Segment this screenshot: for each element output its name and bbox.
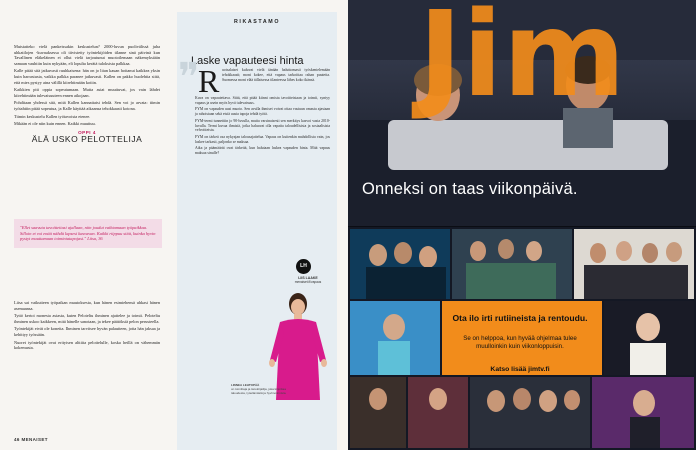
page-folio: 46 MENAISET (14, 437, 48, 442)
intro-paragraph: Tiimin keskustelu Kallen työtavoista etenee. (14, 113, 91, 119)
body-paragraph: Nuoret työntekijät ovat erityisen alttiita pelottelulle, koska heillä on vähemmän kokemusta. (14, 339, 160, 351)
sidebar-paragraph: FYM on vapauden uusi muoto. Sen avulla ihmiset voivat ottaa vastuun omasta ajastaan ja rahoistaan sekä etsiä uusia tapoja tehdä työtä. (195, 107, 330, 117)
logo-caption (288, 276, 328, 284)
body-column (14, 300, 160, 353)
intro-paragraph: Mikään ei ole niin kuin ennen. Kaikki muuttuu. (14, 121, 96, 127)
advert-slogan: Onneksi on taas viikonpäivä. (362, 180, 578, 198)
cta-text: Se on helppoa, kun hyvää ohjelmaa tulee muulloinkin kuin viikonloppuisin. (463, 335, 577, 350)
body-paragraph: Tyttö kertoi monesta asiasta, kuten Peloteltu ihminen ajattelee ja toimii. Peloteltu ihminen uskoo kaikkeen, mitä hänelle sanotaan, ja tekee päätöksiä pelon perusteella. (14, 313, 160, 324)
intro-column (14, 44, 160, 149)
sidebar-paragraph: Kuva on vapautettava. Siitä, että pitää kiinni omista tavoitteistaan ja toimii, syntyy vapaus ja usein myös hyvä tulevaisuus. (195, 96, 330, 105)
body-paragraph: Työntekijät eivät ole koneita. Ihminen tarvitsee hyvän palautteen, jotta hän jaksaa ja kehittyy työssään. (14, 326, 160, 337)
logo-caption-title: LIIS LAAKE (298, 276, 318, 280)
intro-paragraph: Pohditaan yhdessä sitä, mitä Kallen kannattaisi tehdä. Sen voi jo arvata: tiimin työtahtiin pitää sopeutua, ja Kalle käyttää aikaansa tehokkaasti kotona. (14, 100, 160, 111)
body-paragraph: Liisa sai vaikutteen työpaikan muutoksesta, kun hänen esimiehensä uhkasi hänen asemaansa. (14, 300, 160, 311)
intro-paragraph: Muistatteko vielä pankeissakin keskustelun? 2000-luvun puolivälissä juha uhkatilojen -kuvauksessa oli tiivistetty työntekijöiden tilanne sinä päivinä kun Tavallinen eläkeläinen ei ollut vielä tarjoutunut muotoilemaan näkemyksiään samaan vauhtiin kuin nykyään, eli lopulta kerätä tuloksista palkkaa. (14, 44, 160, 66)
pull-quote: "Ellet saavuta tavoitteitasi ajallaan, niin joudut vaihtamaan työpaikkaa. Silloin et voi enää nähdä lapsesi kasvavan. Kaikki riippuu siitä, kuinka hyvin pystyt muuttamaan toimintatapojasi." Liisa, 36 (14, 219, 162, 248)
sidebar-paragraph: FYM-termi tunnettiin jo 90-luvulla, mutta varsinaisesti sen merkitys kasvoi vasta 2010-luvulla. Termi kuvaa ihmisiä, jotka haluavat olla vapaita taloudellisista ja sosiaalisista velvoitteista. (195, 118, 330, 133)
photo-caption (231, 384, 291, 395)
right-page-advert (348, 0, 696, 450)
photo-caption-text: on toimittaja ja tietokirjailija, joka kirjoittaa taloudesta, työelämästä ja hyvinvoinnista. (231, 386, 287, 395)
sidebar-paragraph: uotsalaiset kuluvat vielä tänään haluttomasti työskentelemään tehokkaasti; moni kokee, että vapaus tarkoittaa rahan puutetta. Suomessa moni elää tällaisessa tilanteessa lähes koko ikänsä. (222, 68, 330, 82)
sidebar-body (195, 96, 330, 157)
cta-title: Ota ilo irti rutiineista ja rentoudu. (452, 313, 588, 323)
author-logo-icon: LH (296, 259, 311, 274)
logo-caption-text: menaiset.fi/vapaus (294, 280, 322, 284)
quote-mark-icon: ❞ (178, 55, 200, 100)
lesson-label: OPPI 4 (78, 129, 96, 135)
intro-paragraph: Kalle pitää sitä jatkuvasti ruuhkaisena: hän on jo liian kauan hoitanut kaikkea yksin kuin harrastusta, vaikka palkka paranee jatkuvasti. Kallen on pakko huolehtia siitä, että mies pystyy aina välillä kiirehtimään kotiin. (14, 68, 160, 85)
photo-caption-title: LINNEA LEHTOPÄÄ (231, 383, 260, 387)
drop-cap: R (198, 63, 220, 99)
sidebar-lead (222, 68, 330, 84)
sidebar-paragraph: Aika ja päämäärät ovat tärkeitä, kun halutaan laskea vapauden hinta. Mitä vapaus maksaa sinulle? (195, 146, 330, 156)
intro-paragraph: Kaikkien piti oppia sopeutumaan. Mutta asiat muuttuvat, jos vain lähdet kiirehtimään tulevaisuuteen ennen aikojaan. (14, 87, 160, 98)
sidebar-tag: RIKASTAMO (233, 19, 281, 25)
section-heading: ÄLÄ USKO PELOTTELIJA (31, 134, 143, 145)
brand-logo-wordmark: Jim (418, 0, 626, 123)
cta-website-link[interactable]: Katso lisää jimtv.fi (490, 366, 550, 373)
sidebar-paragraph: FYM on tärkeä osa nykyajan talousajattelua. Vapaus on kuitenkin mahdollista vain, jos laskee tarkasti, paljonko se maksaa. (195, 134, 330, 144)
sidebar-title: Laske vapauteesi hinta (191, 55, 304, 67)
